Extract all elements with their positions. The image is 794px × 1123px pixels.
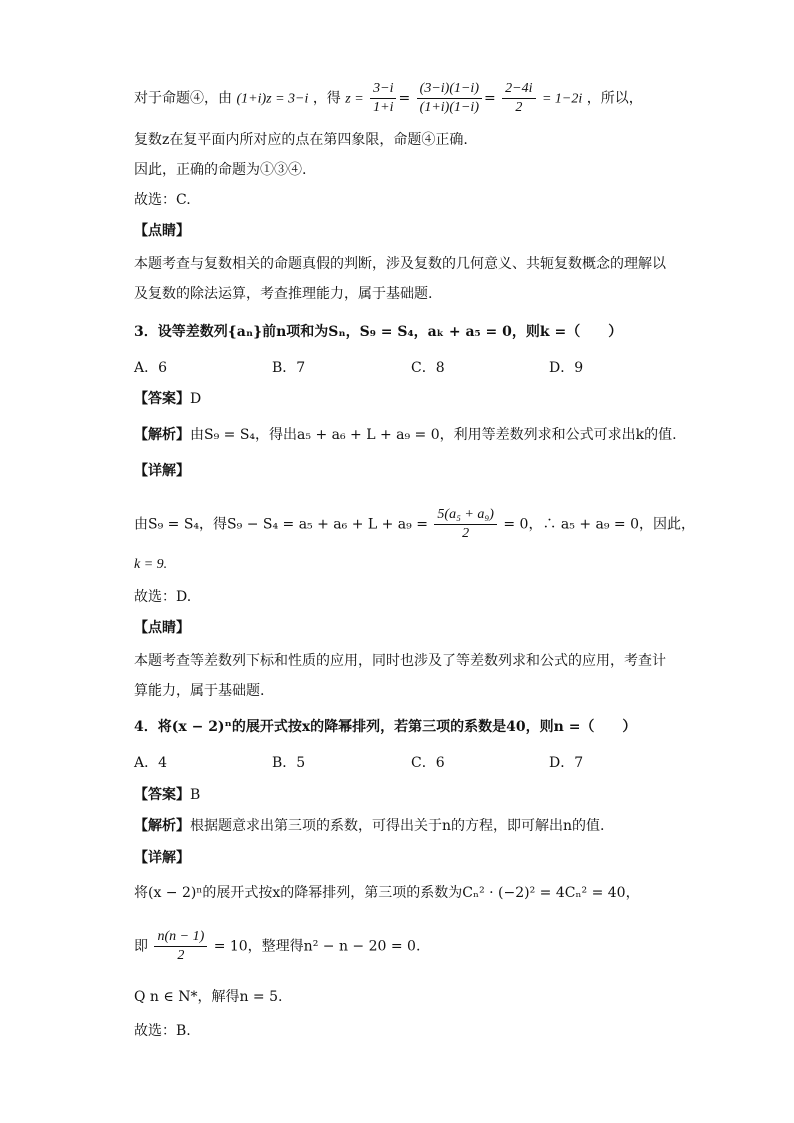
denominator: 2 — [177, 948, 185, 963]
text: ，所以， — [586, 90, 643, 107]
fraction — [434, 506, 497, 543]
p4-line-2: 复数z在复平面内所对应的点在第四象限，命题④正确. — [134, 132, 468, 148]
q3-detail-tag: 【详解】 — [134, 463, 190, 479]
q4-answer — [134, 785, 200, 805]
fraction — [370, 80, 396, 117]
q4-detail-line-3: Q n ∈ N*，解得n = 5. — [134, 989, 283, 1005]
q4-detail-line-2 — [134, 928, 420, 965]
analysis-tag: 【解析】 — [134, 427, 190, 443]
q3-analysis — [134, 425, 677, 445]
numerator: n(n − 1) — [154, 928, 207, 947]
denominator: 1+i — [373, 100, 394, 115]
q3-answer — [134, 389, 201, 409]
denominator: 2 — [515, 100, 523, 115]
equation: z = — [345, 91, 364, 107]
analysis-tag: 【解析】 — [134, 818, 190, 834]
q3-detail-line-1 — [134, 506, 695, 543]
q3-choose: 故选：D. — [134, 589, 192, 605]
p4-line-1: 对于命题④，由 (1+i)z = 3−i ，得 z = $\frac{3-i}{1+i}$ = $\frac{(3-i)(1-i)}{(1+i)(1-i)}$ = $\frac{2-4i}{2}$ = 1−2i ，所以， — [134, 81, 643, 115]
denominator: (1+i)(1−i) — [419, 100, 479, 115]
numerator: 3−i — [370, 80, 396, 99]
q3-option-d: D．9 — [549, 360, 584, 376]
equation: 由S₉ = S₄，得S₉ − S₄ = a₅ + a₆ + L + a₉ = — [134, 516, 428, 533]
q4-choose: 故选：B. — [134, 1023, 191, 1039]
q4-option-d: D．7 — [549, 755, 584, 771]
numerator: 2−4i — [502, 80, 535, 99]
analysis-text: 根据题意求出第三项的系数，可得出关于n的方程，即可解出n的值. — [190, 818, 605, 834]
text: 即 — [134, 938, 148, 955]
q3-option-c: C．8 — [411, 360, 445, 376]
q3-tip-tag: 【点睛】 — [134, 620, 190, 636]
q3-question: 3．设等差数列{aₙ}前n项和为Sₙ，S₉ = S₄，aₖ + a₅ = 0，则k =（ ） — [134, 324, 623, 340]
tip-text-1: 本题考查与复数相关的命题真假的判断，涉及复数的几何意义、共轭复数概念的理解以 — [134, 256, 666, 272]
equation: = 10，整理得n² − n − 20 = 0. — [213, 938, 421, 955]
denominator: 2 — [462, 526, 470, 541]
q4-option-a: A．4 — [134, 755, 168, 771]
p4-choose: 故选：C. — [134, 192, 191, 208]
q3-option-a: A．6 — [134, 360, 168, 376]
answer-value: D — [190, 391, 202, 407]
q4-option-c: C．6 — [411, 755, 445, 771]
p4-line-3: 因此，正确的命题为①③④. — [134, 162, 307, 178]
tip-heading: 【点睛】 — [134, 223, 190, 239]
q3-detail-line-2: k = 9. — [134, 557, 168, 572]
q3-tip-2: 算能力，属于基础题. — [134, 683, 265, 699]
q4-analysis — [134, 816, 604, 836]
q4-question: 4．将(x − 2)ⁿ的展开式按x的降幂排列，若第三项的系数是40，则n =（ ） — [134, 719, 637, 735]
numerator: (3−i)(1−i) — [417, 80, 482, 99]
text: 对于命题④，由 — [134, 90, 232, 107]
analysis-text: 由S₉ = S₄，得出a₅ + a₆ + L + a₉ = 0，利用等差数列求和公式可求出k的值. — [190, 427, 677, 443]
text: ，得 — [312, 90, 341, 107]
q3-tip-1: 本题考查等差数列下标和性质的应用，同时也涉及了等差数列求和公式的应用，考查计 — [134, 653, 666, 669]
equation: (1+i)z = 3−i — [236, 91, 309, 107]
answer-tag: 【答案】 — [134, 787, 190, 803]
q4-option-b: B．5 — [272, 755, 306, 771]
equation: = 0，∴ a₅ + a₉ = 0，因此， — [503, 516, 695, 533]
answer-value: B — [190, 787, 201, 803]
q3-option-b: B．7 — [272, 360, 306, 376]
equation: = 1−2i — [541, 91, 583, 107]
answer-tag: 【答案】 — [134, 391, 190, 407]
q4-detail-tag: 【详解】 — [134, 850, 190, 866]
fraction — [502, 80, 535, 117]
tip-text-2: 及复数的除法运算，考查推理能力，属于基础题. — [134, 286, 433, 302]
numerator: 5(a₅ + a₉) — [434, 506, 497, 525]
q4-detail-line-1: 将(x − 2)ⁿ的展开式按x的降幂排列，第三项的系数为Cₙ² · (−2)² = 4Cₙ² = 40， — [134, 885, 640, 901]
fraction — [417, 80, 482, 117]
fraction — [154, 928, 207, 965]
